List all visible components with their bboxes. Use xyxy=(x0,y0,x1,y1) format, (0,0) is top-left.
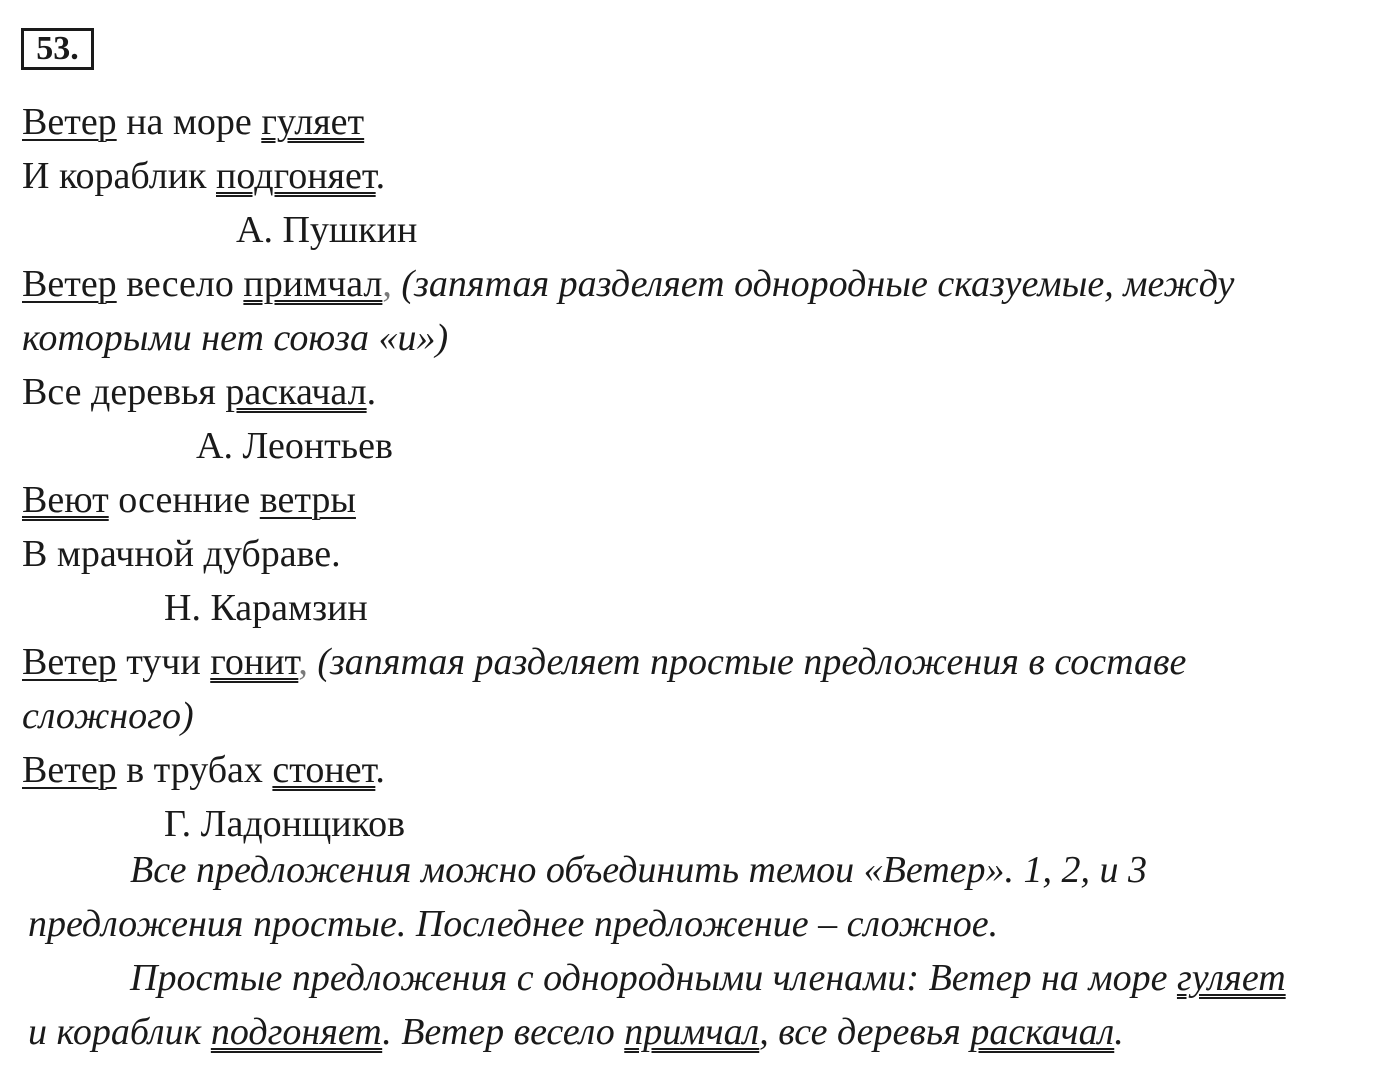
subject-word: Ветер xyxy=(22,263,117,305)
text-run: тучи xyxy=(116,641,211,683)
text-run: . xyxy=(375,155,386,197)
text-run: весело xyxy=(116,263,244,305)
predicate-word: гуляет xyxy=(261,101,365,143)
author-karamzin xyxy=(164,586,368,630)
italic-comment: предложения простые. Последнее предложение – сложное. xyxy=(28,903,999,945)
text-run: осенние xyxy=(108,479,260,521)
italic-comment: и кораблик xyxy=(28,1011,211,1053)
italic-comment: . Ветер весело xyxy=(382,1011,625,1053)
predicate-word: раскачал xyxy=(225,371,367,413)
predicate-word: Веют xyxy=(22,479,109,521)
subject-word: Ветер xyxy=(22,749,117,791)
author-leontiev xyxy=(196,424,393,468)
comma-mark: , xyxy=(382,263,392,305)
author-pushkin xyxy=(236,208,417,252)
predicate-word: раскачал xyxy=(970,1011,1115,1053)
text-run: Н. Карамзин xyxy=(164,587,368,629)
poem-line-2 xyxy=(22,154,385,198)
text-run: Все деревья xyxy=(22,371,226,413)
comment-line-2 xyxy=(22,694,194,738)
italic-comment: , все деревья xyxy=(759,1011,971,1053)
poem-line-8 xyxy=(22,748,385,792)
subject-word: Ветер xyxy=(22,101,117,143)
italic-comment: . xyxy=(1114,1011,1124,1053)
italic-comment: которыми нет союза «и») xyxy=(22,317,449,359)
italic-comment: (запятая разделяет простые предложения в составе xyxy=(307,641,1187,683)
text-run: А. Пушкин xyxy=(236,209,418,251)
predicate-word: подгоняет xyxy=(216,155,376,197)
text-run: Г. Ладонщиков xyxy=(164,803,406,845)
comma-mark: , xyxy=(298,641,308,683)
italic-comment: Простые предложения с однородными членами: Ветер на море xyxy=(130,957,1177,999)
text-run: в трубах xyxy=(116,749,273,791)
subject-word: Ветер xyxy=(22,641,117,683)
author-ladonshchikov xyxy=(164,802,405,846)
predicate-word: гуляет xyxy=(1176,957,1286,999)
text-run: В мрачной дубраве. xyxy=(22,533,341,575)
italic-comment: сложного) xyxy=(22,695,194,737)
poem-line-5 xyxy=(22,478,356,522)
comment-line-1 xyxy=(22,316,448,360)
italic-comment: Все предложения можно объединить темои «Ветер». 1, 2, и 3 xyxy=(130,849,1148,891)
predicate-word: подгоняет xyxy=(210,1011,383,1053)
text-run: . xyxy=(366,371,377,413)
text-run: . xyxy=(375,749,385,791)
poem-line-4 xyxy=(22,370,376,414)
conclusion-line-1 xyxy=(130,848,1147,892)
poem-line-3 xyxy=(22,262,1234,306)
task-number-box: 53. xyxy=(21,28,94,70)
conclusion-line-2 xyxy=(28,902,998,946)
predicate-word: стонет xyxy=(272,749,376,791)
conclusion-line-3 xyxy=(130,956,1286,1000)
text-run: А. Леонтьев xyxy=(196,425,393,467)
text-run: на море xyxy=(116,101,262,143)
predicate-word: примчал xyxy=(624,1011,760,1053)
italic-comment: (запятая разделяет однородные сказуемые, между xyxy=(391,263,1235,305)
subject-word: ветры xyxy=(259,479,356,521)
text-run: И кораблик xyxy=(22,155,216,197)
poem-line-7 xyxy=(22,640,1186,684)
conclusion-line-4 xyxy=(28,1010,1124,1054)
predicate-word: гонит xyxy=(210,641,299,683)
poem-line-1 xyxy=(22,100,364,144)
poem-line-6 xyxy=(22,532,341,576)
predicate-word: примчал xyxy=(243,263,383,305)
